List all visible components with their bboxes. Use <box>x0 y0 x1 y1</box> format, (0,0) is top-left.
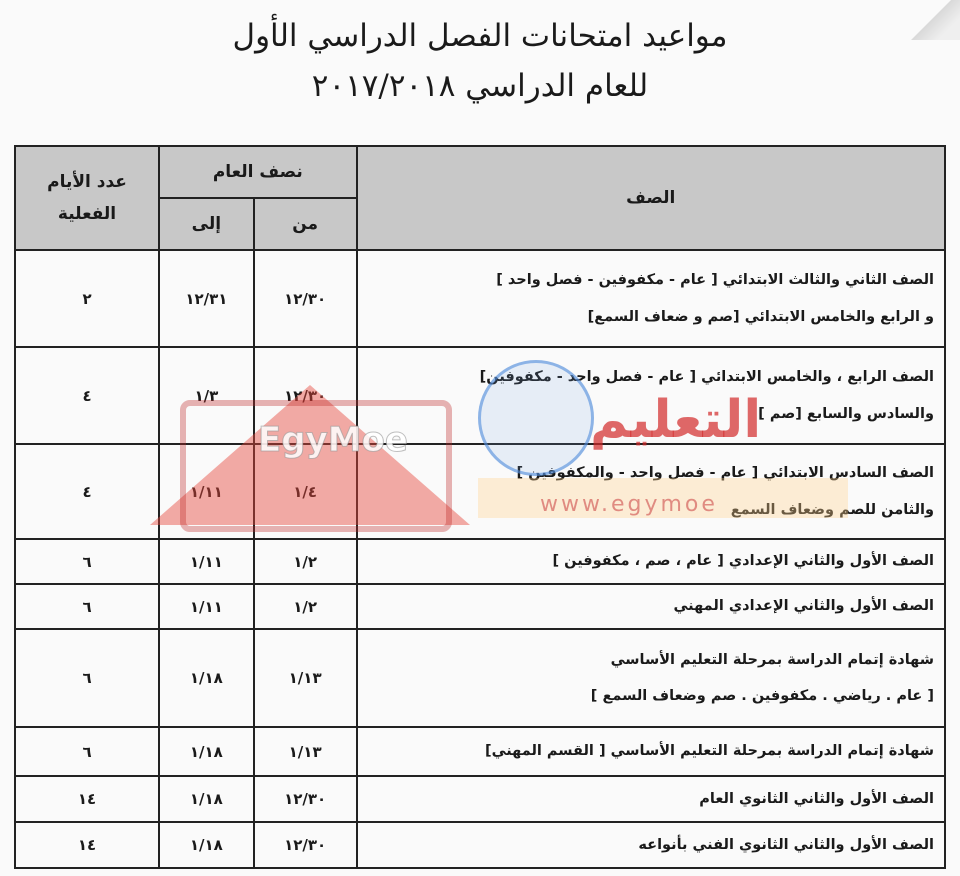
page-subtitle: للعام الدراسي ٢٠١٧/٢٠١٨ <box>311 68 649 104</box>
grade-line: الصف السادس الابتدائي [ عام - فصل واحد - والمكفوفين ] <box>516 465 934 482</box>
table-body <box>15 250 945 868</box>
grade-line: والسادس والسابع [صم ] <box>758 405 934 422</box>
to-cell: ١/١١ <box>159 539 254 584</box>
grade-line: الصف الأول والثاني الإعدادي المهني <box>673 598 934 615</box>
from-cell: ١/٤ <box>254 444 357 539</box>
header-days <box>15 146 159 250</box>
grade-cell <box>357 250 945 347</box>
table-row <box>15 629 945 727</box>
from-cell: ١٢/٣٠ <box>254 347 357 444</box>
table-row <box>15 822 945 868</box>
days-cell: ٦ <box>15 584 159 629</box>
days-cell: ٢ <box>15 250 159 347</box>
table-row <box>15 250 945 347</box>
days-cell: ١٤ <box>15 822 159 868</box>
days-cell: ٦ <box>15 629 159 727</box>
to-cell: ١/١١ <box>159 444 254 539</box>
grade-cell <box>357 347 945 444</box>
from-cell: ١/١٣ <box>254 629 357 727</box>
grade-line: و الرابع والخامس الابتدائي [صم و ضعاف السمع] <box>587 308 934 325</box>
grade-cell <box>357 727 945 776</box>
table-row <box>15 584 945 629</box>
grade-line: الصف الثاني والثالث الابتدائي [ عام - مكفوفين - فصل واحد ] <box>496 272 934 289</box>
days-cell: ٤ <box>15 444 159 539</box>
grade-line: الصف الأول والثاني الإعدادي [ عام ، صم ، مكفوفين ] <box>552 553 934 570</box>
watermark-url: www.egymoe <box>540 492 718 517</box>
header-midyear: نصف العام <box>159 146 357 198</box>
grade-cell <box>357 444 945 539</box>
page-title: مواعيد امتحانات الفصل الدراسي الأول <box>232 18 728 54</box>
days-cell: ٦ <box>15 727 159 776</box>
grade-line: شهادة إتمام الدراسة بمرحلة التعليم الأساسي <box>610 651 934 668</box>
table-row <box>15 727 945 776</box>
to-cell: ١/١٨ <box>159 776 254 822</box>
grade-line: شهادة إتمام الدراسة بمرحلة التعليم الأساسي [ القسم المهني] <box>484 743 934 760</box>
watermark-logo-text: EgyMoe <box>258 420 408 460</box>
days-cell: ٦ <box>15 539 159 584</box>
grade-cell <box>357 822 945 868</box>
table-row <box>15 444 945 539</box>
grade-line: والثامن للصم وضعاف السمع <box>730 501 934 518</box>
table-row <box>15 347 945 444</box>
days-cell: ٤ <box>15 347 159 444</box>
from-cell: ١٢/٣٠ <box>254 250 357 347</box>
grade-line: الصف الأول والثاني الثانوي العام <box>699 790 934 807</box>
table-row <box>15 776 945 822</box>
to-cell: ١/١٨ <box>159 822 254 868</box>
grade-line: الصف الأول والثاني الثانوي الفني بأنواعه <box>638 836 934 853</box>
grade-cell <box>357 584 945 629</box>
from-cell: ١٢/٣٠ <box>254 776 357 822</box>
to-cell: ١/١٨ <box>159 629 254 727</box>
from-cell: ١٢/٣٠ <box>254 822 357 868</box>
title-block <box>0 10 960 104</box>
grade-cell <box>357 629 945 727</box>
header-days-line1: عدد الأيام <box>47 172 127 192</box>
from-cell: ١/٢ <box>254 539 357 584</box>
from-cell: ١/١٣ <box>254 727 357 776</box>
grade-line: الصف الرابع ، والخامس الابتدائي [ عام - فصل واحد - مكفوفين] <box>479 369 934 386</box>
to-cell: ١/١٨ <box>159 727 254 776</box>
grade-cell <box>357 776 945 822</box>
to-cell: ١٢/٣١ <box>159 250 254 347</box>
header-grade: الصف <box>357 146 945 250</box>
header-from: من <box>254 198 357 250</box>
table-row <box>15 539 945 584</box>
from-cell: ١/٢ <box>254 584 357 629</box>
watermark-arabic-text: التعليم <box>590 390 762 450</box>
grade-cell <box>357 539 945 584</box>
to-cell: ١/١١ <box>159 584 254 629</box>
header-days-line2: الفعلية <box>57 204 117 224</box>
days-cell: ١٤ <box>15 776 159 822</box>
header-to: إلى <box>159 198 254 250</box>
to-cell: ١/٣ <box>159 347 254 444</box>
grade-line: [ عام . رياضي . مكفوفين . صم وضعاف السمع ] <box>590 688 934 704</box>
exam-schedule-table <box>14 145 946 869</box>
